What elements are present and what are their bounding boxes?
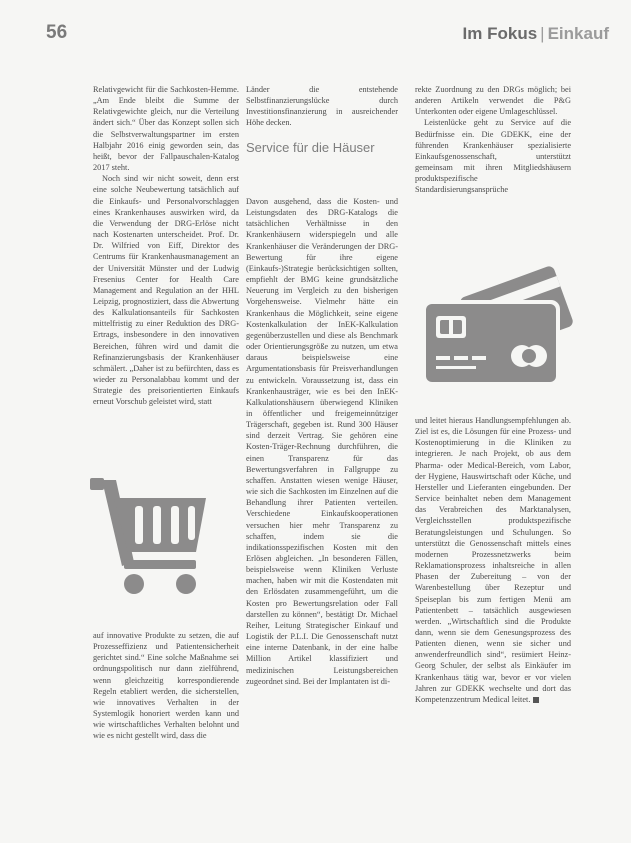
paragraph-text: und leitet hieraus Handlungsempfehlungen ab. Ziel ist es, die Lösungen für eine Prozess- und Kostenoptimierung in die Kliniken zu integrieren. Je nach Projekt, ob aus dem Pharma- oder Medical-Bereich, vom Labor, der Hygiene, Hauswirtschaft oder Küche, und Hersteller und Lieferanten eingebunden. Der Service beinhaltet neben dem Management das Verabreichen des Marktanalysen, Vergleichsstellen produktspezifische Beratungsleistungen und Schulungen. So unterstützt die Genossenschaft mittels eines modernen Prozessnetzwerks beim Reklamationsprozess inhaltsreiche in allen Phasen der Zubereitung – von der Warenbestellung über Rezeptur und Speiseplan bis zum fertigen Menü am Patientenbett – tatsächlich ausgewiesen werden. „Wirtschaftlich sind die Produkte dann, wenn sie dem Genesungsprozess des Patienten dienen, wenn sie sicher und anwenderfreundlich sind“, resümiert Heinz-Georg Schuler, der selbst als Einkäufer im Krankenhaus tätig war, bevor er vor vielen Jahren zur GDEKK wechselte und dort das Kompetenzzentrum Medical leitet. — [415, 416, 571, 704]
column-3-bottom — [415, 415, 571, 835]
section-title: Im Fokus — [462, 24, 538, 43]
paragraph: Davon ausgehend, dass die Kosten- und Leistungsdaten des DRG-Katalogs die tatsächlichen Verhältnisse in den Krankenhäusern widerspiegeln und alle Krankenhäuser die Veränderungen der DRG-Bewertung für ihre eigene (Einkaufs-)Strategie berücksichtigen sollten, empfiehlt der BMG keine grundsätzliche Neuerung im Vergleich zu den bisherigen Vorgehensweise. Vielmehr hätte ein Krankenhaus die Möglichkeit, seine eigene Kostenkalkulation der InEK-Kalkulation gegenüberzustellen und diese als Benchmark oder Orientierungsgröße zu nutzen, um etwa daraus beispielsweise eine Argumentationsbasis für Preisverhandlungen zu entwickeln. Voraussetzung ist, dass ein Krankenhausträger, wie es bei den InEK-Kalkulationshäusern überwiegend Kliniken in öffentlicher und freigemeinnütziger Trägerschaft, gegeben ist. Rund 300 Häuser sind derzeit Vertrag. Sie gehören eine Kosten-Träger-Rechnung durchführen, die einen Transparenz für das Bewertungsverfahren in Fallgruppe zu schaffen. Anstatten wiesen wenige Häuser, wie sich die Sachkosten im Einzelnen auf die Behandlung ihrer Patienten verteilen. Verschiedene Einkaufskooperationen versuchen hier mehr Transparenz zu schaffen, indem sie die indikationsspezifischen Kosten mit den Erlösen abgleichen. „In besonderen Fällen, beispielsweise wenn Kliniken Verluste machen, haben wir mit die Kostendaten mit den Erlösdaten zusammengeführt, um die Kosten pro Bewertungsrelation oder Fall darstellen zu können“, bestätigt Dr. Michael Reiher, Leitung Strategischer Einkauf und Logistik der P.L.I. Die Genossenschaft nutzt eine interne Datenbank, in der eine halbe Million Artikel klassifiziert und medizinischen Leistungsbereichen zugeordnet sind. Bei der Implantaten ist di- — [246, 197, 398, 686]
paragraph — [415, 415, 571, 705]
paragraph: Noch sind wir nicht soweit, denn erst eine solche Neubewertung tatsächlich auf die Einkaufs- und Personalvorschlaggen eines Krankenhauses auswirken wird, da die Verwendung der DRG-Erlöse nicht nach Kostenarten unterscheidet. Prof. Dr. Dr. Wilfried von Eiff, Direktor des Centrums für Krankenhausmanagement an der Universität Münster und der Ludwig Fresenius Center for Health Care Management and Regulation an der HHL Leipzig, prognostiziert, dass die Abwertung des Kalkulationsanteils für Sachkosten mittelfristig zu einer Reduktion des DRG-Ertrags, insbesondere in den innovativen Bereichen, führen wird und damit die Refinanzierungsbasis der Krankenhäuser schmälert. „Daher ist zu befürchten, dass es wieder zu Personalabbau kommt und der Strategie des preisorientierten Einkaufs erneut Vorschub geleistet wird, statt — [93, 174, 239, 407]
column-1-bottom — [93, 630, 239, 830]
column-3-top — [415, 84, 571, 236]
section-header — [463, 24, 609, 44]
shopping-cart-icon — [88, 476, 216, 604]
paragraph: auf innovative Produkte zu setzen, die auf Prozesseffizienz und Patientensicherheit gerichtet sind.“ Eine solche Maßnahme sei ordnungspolitisch nur dann zielführend, wenn gleichzeitig korrespondierende Regeln etabliert werden, die sicherstellen, wie innovatives Verhalten in der Systemlogik honoriert werden kann und wie wirtschaftliches Verhalten belohnt und wie es nicht gestellt wird, dass die — [93, 631, 239, 741]
paragraph: rekte Zuordnung zu den DRGs möglich; bei anderen Artikeln verwendet die P&G Unterkonten oder eigene Umlageschlüssel. — [415, 85, 571, 117]
section-heading: Service für die Häuser — [246, 140, 375, 155]
column-2-bottom — [246, 196, 398, 838]
header-separator: | — [540, 24, 545, 43]
credit-cards-icon — [418, 262, 576, 402]
subsection-title: Einkauf — [547, 24, 609, 43]
paragraph: Länder die entstehende Selbstfinanzierungslücke durch Investitionsfinanzierung in ausreichender Höhe decken. — [246, 85, 398, 128]
column-2-top — [246, 84, 398, 129]
paragraph: Relativgewicht für die Sachkosten-Hemme. „Am Ende bleibt die Summe der Relativgewichte gleich, nur die Verteilung ändert sich.“ Über das Konzept sollen sich die Selbstverwaltungspartner im ersten Halbjahr 2016 einig geworden sein, das heißt, bevor der Fallpauschalen-Katalog 2017 steht. — [93, 85, 239, 173]
paragraph: Leistenlücke geht zu Service auf die Bedürfnisse ein. Die GDEKK, eine der führenden Krankenhäuser spezialisierte Einkaufsgenossenschaft, unterstützt gemeinsam mit ihren Mitgliedshäusern produktspezifische Standardisierungsansprüche — [415, 118, 571, 195]
end-of-article-mark — [533, 697, 539, 703]
page-number: 56 — [46, 22, 68, 43]
column-1-top — [93, 84, 239, 418]
